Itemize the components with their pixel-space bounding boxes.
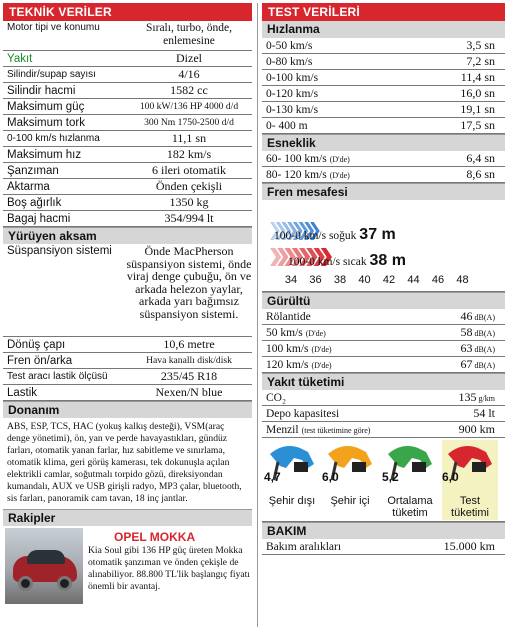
yakit-row xyxy=(262,422,505,438)
gurultu-row xyxy=(262,341,505,357)
bakim-key: Bakım aralıkları xyxy=(266,540,342,553)
hizlanma-value-text: 17,5 sn xyxy=(460,118,495,132)
opel-mokka-photo xyxy=(5,528,83,604)
gurultu-key-text: Rölantide xyxy=(266,310,311,323)
yuruyen-aksam-table xyxy=(3,337,252,401)
teknik-row xyxy=(3,67,252,83)
hizlanma-row xyxy=(262,102,505,118)
yakit-key-unit: (test tüketimine göre) xyxy=(301,425,371,435)
yakit-key-text: Depo kapasitesi xyxy=(266,407,340,420)
hizlanma-key xyxy=(262,88,425,100)
donanim-header: Donanım xyxy=(3,401,252,418)
yakit-value xyxy=(425,390,505,405)
suspansiyon-row xyxy=(3,244,252,337)
teknik-value: Sıralı, turbo, önde, enlemesine xyxy=(146,22,232,47)
teknik-value: 1350 kg xyxy=(169,195,209,209)
pump-value: 5,2 xyxy=(382,470,399,484)
rakip-block xyxy=(3,526,252,609)
gurultu-key-unit: (D'de) xyxy=(311,344,332,354)
fren-sicak-text: 100-0 km/s sıcak xyxy=(288,256,367,268)
yuruyen-row xyxy=(3,337,252,353)
hizlanma-value xyxy=(425,102,505,117)
right-column xyxy=(262,3,505,555)
gurultu-key-unit: (D'de) xyxy=(311,360,332,370)
esneklik-value-text: 8,6 sn xyxy=(466,167,495,181)
yakit-value xyxy=(425,406,505,421)
yuruyen-aksam-header: Yürüyen aksam xyxy=(3,227,252,244)
pump-2 xyxy=(322,440,378,520)
gurultu-header: Gürültü xyxy=(262,292,505,309)
esneklik-key-unit: (D'de) xyxy=(329,154,350,164)
gurultu-key-text: 120 km/s xyxy=(266,358,309,371)
hizlanma-key-text: 0-120 km/s xyxy=(266,87,319,100)
column-divider xyxy=(257,3,258,627)
gurultu-key xyxy=(262,327,425,339)
hizlanma-value-text: 19,1 sn xyxy=(460,102,495,116)
pump-label: Test tüketimi xyxy=(451,495,489,519)
fren-sicak-value: 38 m xyxy=(369,252,406,269)
fren-axis-tick: 36 xyxy=(309,274,322,286)
teknik-value: 100 kW/136 HP 4000 d/d xyxy=(139,101,239,112)
fren-axis-tick: 34 xyxy=(284,274,298,286)
hizlanma-table xyxy=(262,38,505,134)
fren-soguk-label xyxy=(274,226,396,244)
teknik-key: Yakıt xyxy=(7,52,33,65)
teknik-key: Aktarma xyxy=(7,180,50,193)
gurultu-row xyxy=(262,309,505,325)
esneklik-value-text: 6,4 sn xyxy=(466,151,495,165)
esneklik-key-text: 60- 100 km/s xyxy=(266,152,327,165)
hizlanma-row xyxy=(262,70,505,86)
esneklik-row xyxy=(262,167,505,183)
esneklik-value xyxy=(425,167,505,182)
gurultu-value xyxy=(425,357,505,372)
bakim-value: 15.000 km xyxy=(443,539,495,553)
suspansiyon-key: Süspansiyon sistemi xyxy=(7,245,112,257)
teknik-veriler-header: TEKNİK VERİLER xyxy=(3,3,252,21)
teknik-key: Boş ağırlık xyxy=(7,196,62,209)
esneklik-table xyxy=(262,151,505,183)
teknik-row xyxy=(3,83,252,99)
esneklik-header: Esneklik xyxy=(262,134,505,151)
yakit-value-text: 54 lt xyxy=(473,406,495,420)
fren-axis-tick: 44 xyxy=(407,274,420,286)
yuruyen-key: Fren ön/arka xyxy=(7,354,73,367)
hizlanma-value xyxy=(425,38,505,53)
bakim-header: BAKIM xyxy=(262,522,505,539)
teknik-row xyxy=(3,163,252,179)
yakit-row xyxy=(262,390,505,406)
gurultu-value-unit: dB(A) xyxy=(474,329,495,338)
gurultu-row xyxy=(262,357,505,373)
yakit-key xyxy=(262,424,425,436)
fren-axis xyxy=(262,274,505,288)
teknik-key: Motor tipi ve konumu xyxy=(7,22,100,33)
yuruyen-value: Nexen/N blue xyxy=(155,385,223,399)
yuruyen-value: 235/45 R18 xyxy=(160,369,218,383)
teknik-value: Dizel xyxy=(176,51,202,65)
yakit-value-unit: g/km xyxy=(478,394,495,403)
hizlanma-value xyxy=(425,118,505,133)
esneklik-key xyxy=(262,169,425,181)
teknik-key: Silindir/supap sayısı xyxy=(7,69,96,80)
teknik-row xyxy=(3,147,252,163)
hizlanma-key-text: 0- 400 m xyxy=(266,119,308,132)
gurultu-key-unit: (D'de) xyxy=(305,328,326,338)
pump-label: Şehir içi xyxy=(330,495,370,507)
gurultu-table xyxy=(262,309,505,373)
gurultu-value-text: 67 xyxy=(460,357,473,371)
teknik-row xyxy=(3,195,252,211)
fren-soguk-text: 100-0 km/s soğuk xyxy=(274,230,357,242)
yakit-table xyxy=(262,390,505,438)
teknik-value: 300 Nm 1750-2500 d/d xyxy=(144,117,234,128)
teknik-key: Silindir hacmi xyxy=(7,84,76,97)
gurultu-value-unit: dB(A) xyxy=(474,345,495,354)
hizlanma-key xyxy=(262,72,425,84)
hizlanma-value-text: 3,5 sn xyxy=(466,38,495,52)
teknik-row xyxy=(3,211,252,227)
gurultu-value xyxy=(425,309,505,324)
teknik-value: 4/16 xyxy=(178,67,200,81)
fren-chart xyxy=(262,200,505,292)
esneklik-value xyxy=(425,151,505,166)
yakit-row xyxy=(262,406,505,422)
teknik-row xyxy=(3,51,252,67)
yakit-pumps xyxy=(262,438,505,522)
hizlanma-key-text: 0-80 km/s xyxy=(266,55,313,68)
hizlanma-value xyxy=(425,86,505,101)
teknik-row xyxy=(3,99,252,115)
rakip-text: Kia Soul gibi 136 HP güç üreten Mokka otomatik şanzıman ve önden çekişle de alınabiliyor. 88.800 TL'lik başlangıç fiyatı önemli bir avantaj. xyxy=(88,545,250,592)
left-column xyxy=(3,3,252,609)
teknik-key: Maksimum tork xyxy=(7,116,85,129)
hizlanma-value-text: 11,4 sn xyxy=(460,70,495,84)
esneklik-key xyxy=(262,153,425,165)
hizlanma-key xyxy=(262,120,425,132)
hizlanma-key-text: 0-130 km/s xyxy=(266,103,319,116)
hizlanma-key-text: 0-100 km/s xyxy=(266,71,319,84)
yakit-tuketimi-header: Yakıt tüketimi xyxy=(262,373,505,390)
gurultu-value xyxy=(425,341,505,356)
yakit-value-text: 900 km xyxy=(458,422,495,436)
pump-1 xyxy=(264,440,320,520)
gurultu-key-text: 100 km/s xyxy=(266,342,309,355)
esneklik-row xyxy=(262,151,505,167)
fren-axis-tick: 46 xyxy=(431,274,445,286)
yuruyen-value: 10,6 metre xyxy=(163,337,215,351)
teknik-key: Bagaj hacmi xyxy=(7,212,71,225)
teknik-value: 6 ileri otomatik xyxy=(152,163,226,177)
hizlanma-header: Hızlanma xyxy=(262,21,505,38)
hizlanma-key xyxy=(262,40,425,52)
bakim-row xyxy=(262,539,505,555)
suspansiyon-value: Önde MacPherson süspansiyon sistemi, önde viraj denge çubuğu, ön ve arkada helezon yaylar, arkada yarı bağımsız süspansiyon sistemi. xyxy=(126,244,252,321)
gurultu-value-text: 46 xyxy=(460,309,473,323)
hizlanma-key xyxy=(262,104,425,116)
teknik-value: 11,1 sn xyxy=(171,131,207,145)
pump-4 xyxy=(442,440,498,520)
teknik-key: 0-100 km/s hızlanma xyxy=(7,133,100,144)
pump-value: 6,0 xyxy=(442,470,459,484)
yakit-key xyxy=(262,392,425,404)
hizlanma-row xyxy=(262,38,505,54)
hizlanma-row xyxy=(262,118,505,134)
hizlanma-key-text: 0-50 km/s xyxy=(266,39,313,52)
test-verileri-header: TEST VERİLERİ xyxy=(262,3,505,21)
yakit-value-text: 135 xyxy=(458,390,477,404)
yuruyen-value: Hava kanallı disk/disk xyxy=(146,355,232,366)
esneklik-key-unit: (D'de) xyxy=(329,170,350,180)
gurultu-key-text: 50 km/s xyxy=(266,326,303,339)
teknik-value: 1582 cc xyxy=(170,83,208,97)
yuruyen-row xyxy=(3,385,252,401)
teknik-key: Şanzıman xyxy=(7,164,59,177)
hizlanma-row xyxy=(262,86,505,102)
yuruyen-key: Dönüş çapı xyxy=(7,338,66,351)
gurultu-value-unit: dB(A) xyxy=(474,313,495,322)
gurultu-key xyxy=(262,343,425,355)
yakit-key-text: Menzil xyxy=(266,423,299,436)
yuruyen-key: Test aracı lastik ölçüsü xyxy=(7,371,108,382)
hizlanma-value xyxy=(425,54,505,69)
hizlanma-value-text: 16,0 sn xyxy=(460,86,495,100)
rakipler-header: Rakipler xyxy=(3,509,252,526)
fren-axis-tick: 48 xyxy=(456,274,469,286)
hizlanma-row xyxy=(262,54,505,70)
teknik-veriler-table xyxy=(3,21,252,227)
pump-value: 4,7 xyxy=(264,470,281,484)
gurultu-value-text: 58 xyxy=(460,325,473,339)
pump-label: Ortalama tüketim xyxy=(387,495,433,519)
esneklik-key-text: 80- 120 km/s xyxy=(266,168,327,181)
yuruyen-row xyxy=(3,353,252,369)
teknik-value: 182 km/s xyxy=(166,147,212,161)
yakit-value xyxy=(425,422,505,437)
gurultu-row xyxy=(262,325,505,341)
fren-axis-tick: 40 xyxy=(358,274,371,286)
pump-label: Şehir dışı xyxy=(268,495,316,507)
hizlanma-value-text: 7,2 sn xyxy=(466,54,495,68)
gurultu-value-unit: dB(A) xyxy=(474,361,495,370)
hizlanma-key xyxy=(262,56,425,68)
gurultu-value xyxy=(425,325,505,340)
fren-mesafesi-header: Fren mesafesi xyxy=(262,183,505,200)
teknik-key: Maksimum güç xyxy=(7,100,85,113)
donanim-text: ABS, ESP, TCS, HAC (yokuş kalkış desteği), VSM(araç denge yönetimi), ön, yan ve perde havayastıkları, gündüz farları, otomatik yanan farlar, hız sabitleme ve sınırlama, otomatik klima, geri görüş kamerası, tek dokunuşla açılan elektrikli camlar, soğutmalı torpido gözü, direksiyondan kumandalı, AUX ve USB girişli radyo, MP3 çalar, bluetooth, sis farları, panoramik cam tavan, 18 inç jantlar. xyxy=(7,421,242,504)
gurultu-key xyxy=(262,359,425,371)
teknik-key: Maksimum hız xyxy=(7,148,82,161)
fren-sicak-label xyxy=(288,252,406,270)
teknik-value: 354/994 lt xyxy=(164,211,214,225)
hizlanma-value xyxy=(425,70,505,85)
fren-axis-tick: 38 xyxy=(333,274,347,286)
teknik-value: Önden çekişli xyxy=(155,179,223,193)
fren-axis-tick: 42 xyxy=(382,274,396,286)
pump-value: 6,0 xyxy=(322,470,339,484)
teknik-row xyxy=(3,179,252,195)
fren-soguk-value: 37 m xyxy=(359,226,396,243)
yakit-key-text: CO₂ xyxy=(266,391,286,404)
yuruyen-row xyxy=(3,369,252,385)
rakip-name: OPEL MOKKA xyxy=(114,530,196,544)
teknik-row xyxy=(3,21,252,51)
gurultu-key xyxy=(262,311,425,323)
yuruyen-key: Lastik xyxy=(7,386,38,399)
yakit-key xyxy=(262,408,425,420)
teknik-row xyxy=(3,131,252,147)
gurultu-value-text: 63 xyxy=(460,341,473,355)
teknik-row xyxy=(3,115,252,131)
pump-3 xyxy=(382,440,438,520)
